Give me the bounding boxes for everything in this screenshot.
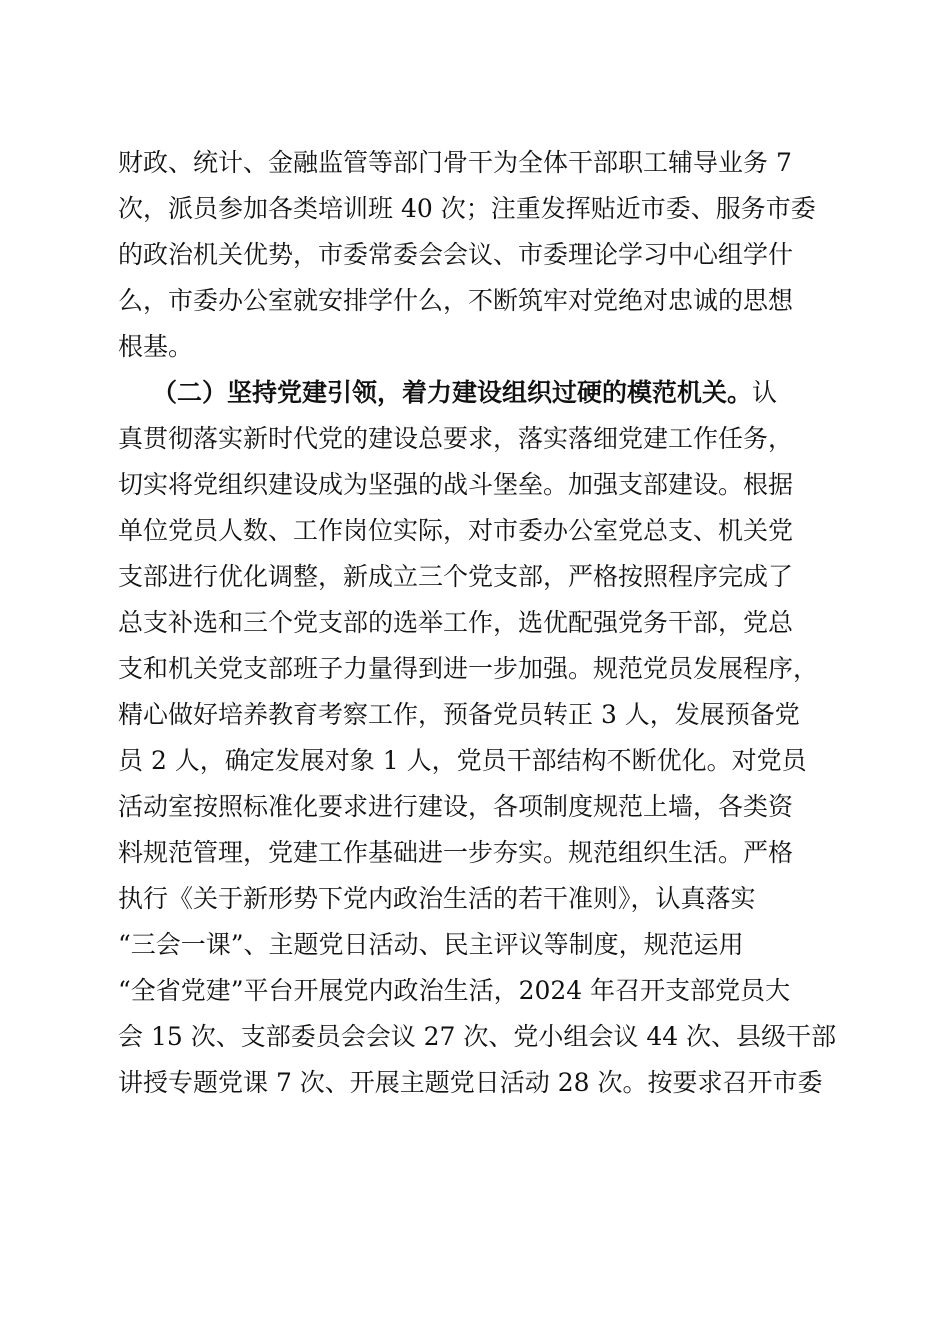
paragraph-line: 切实将党组织建设成为坚强的战斗堡垒。加强支部建设。根据	[118, 470, 794, 499]
paragraph-line: 精心做好培养教育考察工作，预备党员转正 3 人，发展预备党	[118, 700, 800, 729]
paragraph-line: “三会一课”、主题党日活动、民主评议等制度，规范运用	[118, 930, 744, 959]
paragraph-line: 料规范管理，党建工作基础进一步夯实。规范组织生活。严格	[118, 838, 794, 867]
section-heading-tail: 认	[752, 378, 778, 407]
paragraph-line: 活动室按照标准化要求进行建设，各项制度规范上墙，各类资	[118, 792, 794, 821]
paragraph-line: 根基。	[118, 332, 194, 361]
paragraph-line: 财政、统计、金融监管等部门骨干为全体干部职工辅导业务 7	[118, 148, 792, 177]
paragraph-line: 真贯彻落实新时代党的建设总要求，落实落细党建工作任务，	[118, 424, 794, 453]
section-heading-line	[152, 370, 777, 416]
section-heading: （二）坚持党建引领，着力建设组织过硬的模范机关。	[152, 378, 753, 407]
paragraph-line: “全省党建”平台开展党内政治生活，2024 年召开支部党员大	[118, 976, 791, 1005]
paragraph-line: 讲授专题党课 7 次、开展主题党日活动 28 次。按要求召开市委	[118, 1068, 823, 1097]
paragraph-line: 支部进行优化调整，新成立三个党支部，严格按照程序完成了	[118, 562, 794, 591]
paragraph-line: 的政治机关优势，市委常委会会议、市委理论学习中心组学什	[118, 240, 794, 269]
paragraph-line: 支和机关党支部班子力量得到进一步加强。规范党员发展程序，	[118, 654, 819, 683]
paragraph-line: 么，市委办公室就安排学什么，不断筑牢对党绝对忠诚的思想	[118, 286, 794, 315]
paragraph-line: 总支补选和三个党支部的选举工作，选优配强党务干部，党总	[118, 608, 794, 637]
paragraph-line: 会 15 次、支部委员会会议 27 次、党小组会议 44 次、县级干部	[118, 1022, 837, 1051]
paragraph-line: 执行《关于新形势下党内政治生活的若干准则》，认真落实	[118, 884, 756, 913]
paragraph-line: 次，派员参加各类培训班 40 次；注重发挥贴近市委、服务市委	[118, 194, 816, 223]
paragraph-line: 员 2 人，确定发展对象 1 人，党员干部结构不断优化。对党员	[118, 746, 807, 775]
paragraph-line: 单位党员人数、工作岗位实际，对市委办公室党总支、机关党	[118, 516, 794, 545]
